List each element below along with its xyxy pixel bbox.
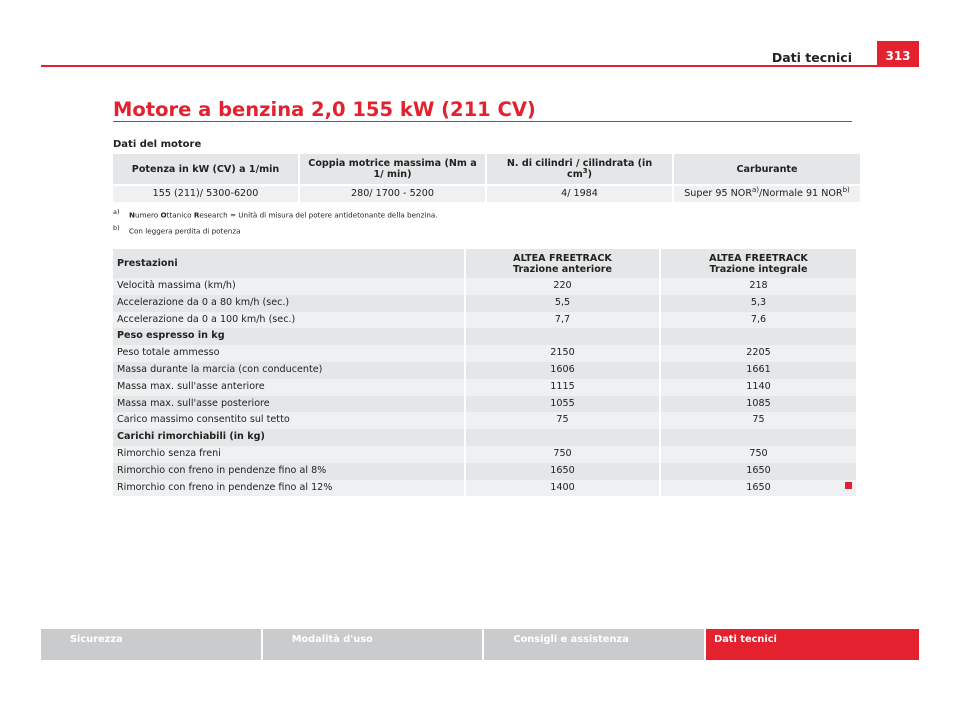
row-label: Rimorchio senza freni [113, 446, 464, 463]
perf-header-label: Prestazioni [113, 249, 464, 278]
row-value-front: 75 [466, 412, 659, 429]
engine-torque-value: 280/ 1700 - 5200 [300, 186, 485, 202]
performance-table [111, 249, 858, 496]
perf-header-col1-line1: ALTEA FREETRACK [513, 252, 612, 264]
row-value-front: 7,7 [466, 312, 659, 329]
footnote-a-ttanico: ttanico [166, 210, 194, 220]
row-label: Velocità massima (km/h) [113, 278, 464, 295]
row-value-front: 1115 [466, 379, 659, 396]
page-number: 313 [877, 41, 919, 67]
table-row [113, 480, 856, 497]
engine-data-heading: Dati del motore [113, 139, 202, 150]
perf-header-col1-line2: Trazione anteriore [512, 263, 613, 275]
footer-tab-dati-tecnici[interactable]: Dati tecnici [706, 629, 919, 660]
row-value-integral: 75 [661, 412, 856, 429]
row-value-integral: 1650 [661, 463, 856, 480]
table-row [113, 312, 856, 329]
perf-header-col2-line1: ALTEA FREETRACK [709, 252, 808, 264]
section-end-marker [845, 482, 852, 489]
engine-col-cylinders-label: N. di cilindri / cilindrata (in cm [506, 158, 653, 180]
row-value-integral: 5,3 [661, 295, 856, 312]
row-value-integral: 7,6 [661, 312, 856, 329]
row-label: Accelerazione da 0 a 80 km/h (sec.) [113, 295, 464, 312]
page-title: Motore a benzina 2,0 155 kW (211 CV) [113, 98, 536, 121]
fuel-mark-b: b) [842, 186, 850, 194]
engine-cylinders-value: 4/ 1984 [487, 186, 672, 202]
category-label: Peso espresso in kg [113, 328, 464, 345]
footnote-a [113, 208, 438, 219]
engine-col-fuel: Carburante [674, 154, 860, 184]
row-value-integral: 218 [661, 278, 856, 295]
footer-tab-consigli[interactable]: Consigli e assistenza [484, 629, 704, 660]
perf-header-col2 [661, 249, 856, 278]
table-row [113, 295, 856, 312]
row-label: Carico massimo consentito sul tetto [113, 412, 464, 429]
footnote-b-text: Con leggera perdita di potenza [129, 226, 241, 236]
row-label: Massa max. sull'asse posteriore [113, 396, 464, 413]
cm-exponent: 3 [582, 166, 588, 175]
row-value-front: 5,5 [466, 295, 659, 312]
footnote-a-mark: a) [113, 208, 120, 216]
row-value-integral: 1140 [661, 379, 856, 396]
footnote-a-n: N [129, 210, 136, 220]
row-label: Rimorchio con freno in pendenze fino al 8% [113, 463, 464, 480]
cm-close: ) [587, 169, 592, 180]
row-value-integral: 1085 [661, 396, 856, 413]
row-label: Massa durante la marcia (con conducente) [113, 362, 464, 379]
row-value-front: 220 [466, 278, 659, 295]
engine-col-cylinders [487, 154, 672, 184]
perf-header-col2-line2: Trazione integrale [709, 263, 808, 275]
header-rule [41, 65, 919, 67]
row-label: Accelerazione da 0 a 100 km/h (sec.) [113, 312, 464, 329]
table-row [113, 446, 856, 463]
footnote-a-umero: umero [135, 210, 161, 220]
footer-tab-modalita-uso[interactable]: Modalità d'uso [263, 629, 483, 660]
table-row [113, 379, 856, 396]
row-value-integral: 750 [661, 446, 856, 463]
category-label: Carichi rimorchiabili (in kg) [113, 429, 464, 446]
row-value-front: 750 [466, 446, 659, 463]
table-row [113, 278, 856, 295]
engine-col-power: Potenza in kW (CV) a 1/min [113, 154, 298, 184]
row-value-front: 1400 [466, 480, 659, 497]
row-value-front: 1650 [466, 463, 659, 480]
table-category-row [113, 429, 856, 446]
table-row [113, 345, 856, 362]
header-section-title: Dati tecnici [771, 50, 852, 65]
fuel-normale: /Normale 91 NOR [759, 188, 843, 199]
footnote-b-mark: b) [113, 224, 120, 232]
engine-power-value: 155 (211)/ 5300-6200 [113, 186, 298, 202]
title-rule [113, 121, 852, 122]
footer-tab-sicurezza[interactable]: Sicurezza [41, 629, 261, 660]
row-value-integral: 1650 [661, 480, 856, 497]
row-value-integral: 1661 [661, 362, 856, 379]
table-row [113, 412, 856, 429]
engine-data-table [111, 154, 862, 202]
fuel-super: Super 95 NOR [684, 188, 753, 199]
engine-col-torque: Coppia motrice massima (Nm a 1/ min) [300, 154, 485, 184]
fuel-mark-a: a) [752, 186, 760, 194]
row-value-integral: 2205 [661, 345, 856, 362]
footnote-a-o: O [160, 210, 167, 220]
footnote-b [113, 224, 241, 235]
table-row [113, 463, 856, 480]
perf-header-col1 [466, 249, 659, 278]
engine-fuel-value [674, 186, 860, 202]
table-category-row [113, 328, 856, 345]
row-label: Rimorchio con freno in pendenze fino al 12% [113, 480, 464, 497]
footnote-a-rest: esearch = Unità di misura del potere antidetonante della benzina. [199, 210, 438, 220]
row-value-front: 1055 [466, 396, 659, 413]
table-row [113, 362, 856, 379]
row-label: Massa max. sull'asse anteriore [113, 379, 464, 396]
row-value-front: 2150 [466, 345, 659, 362]
footer-nav [41, 629, 919, 660]
table-row [113, 396, 856, 413]
footnote-a-r: R [193, 210, 200, 220]
row-value-front: 1606 [466, 362, 659, 379]
row-label: Peso totale ammesso [113, 345, 464, 362]
